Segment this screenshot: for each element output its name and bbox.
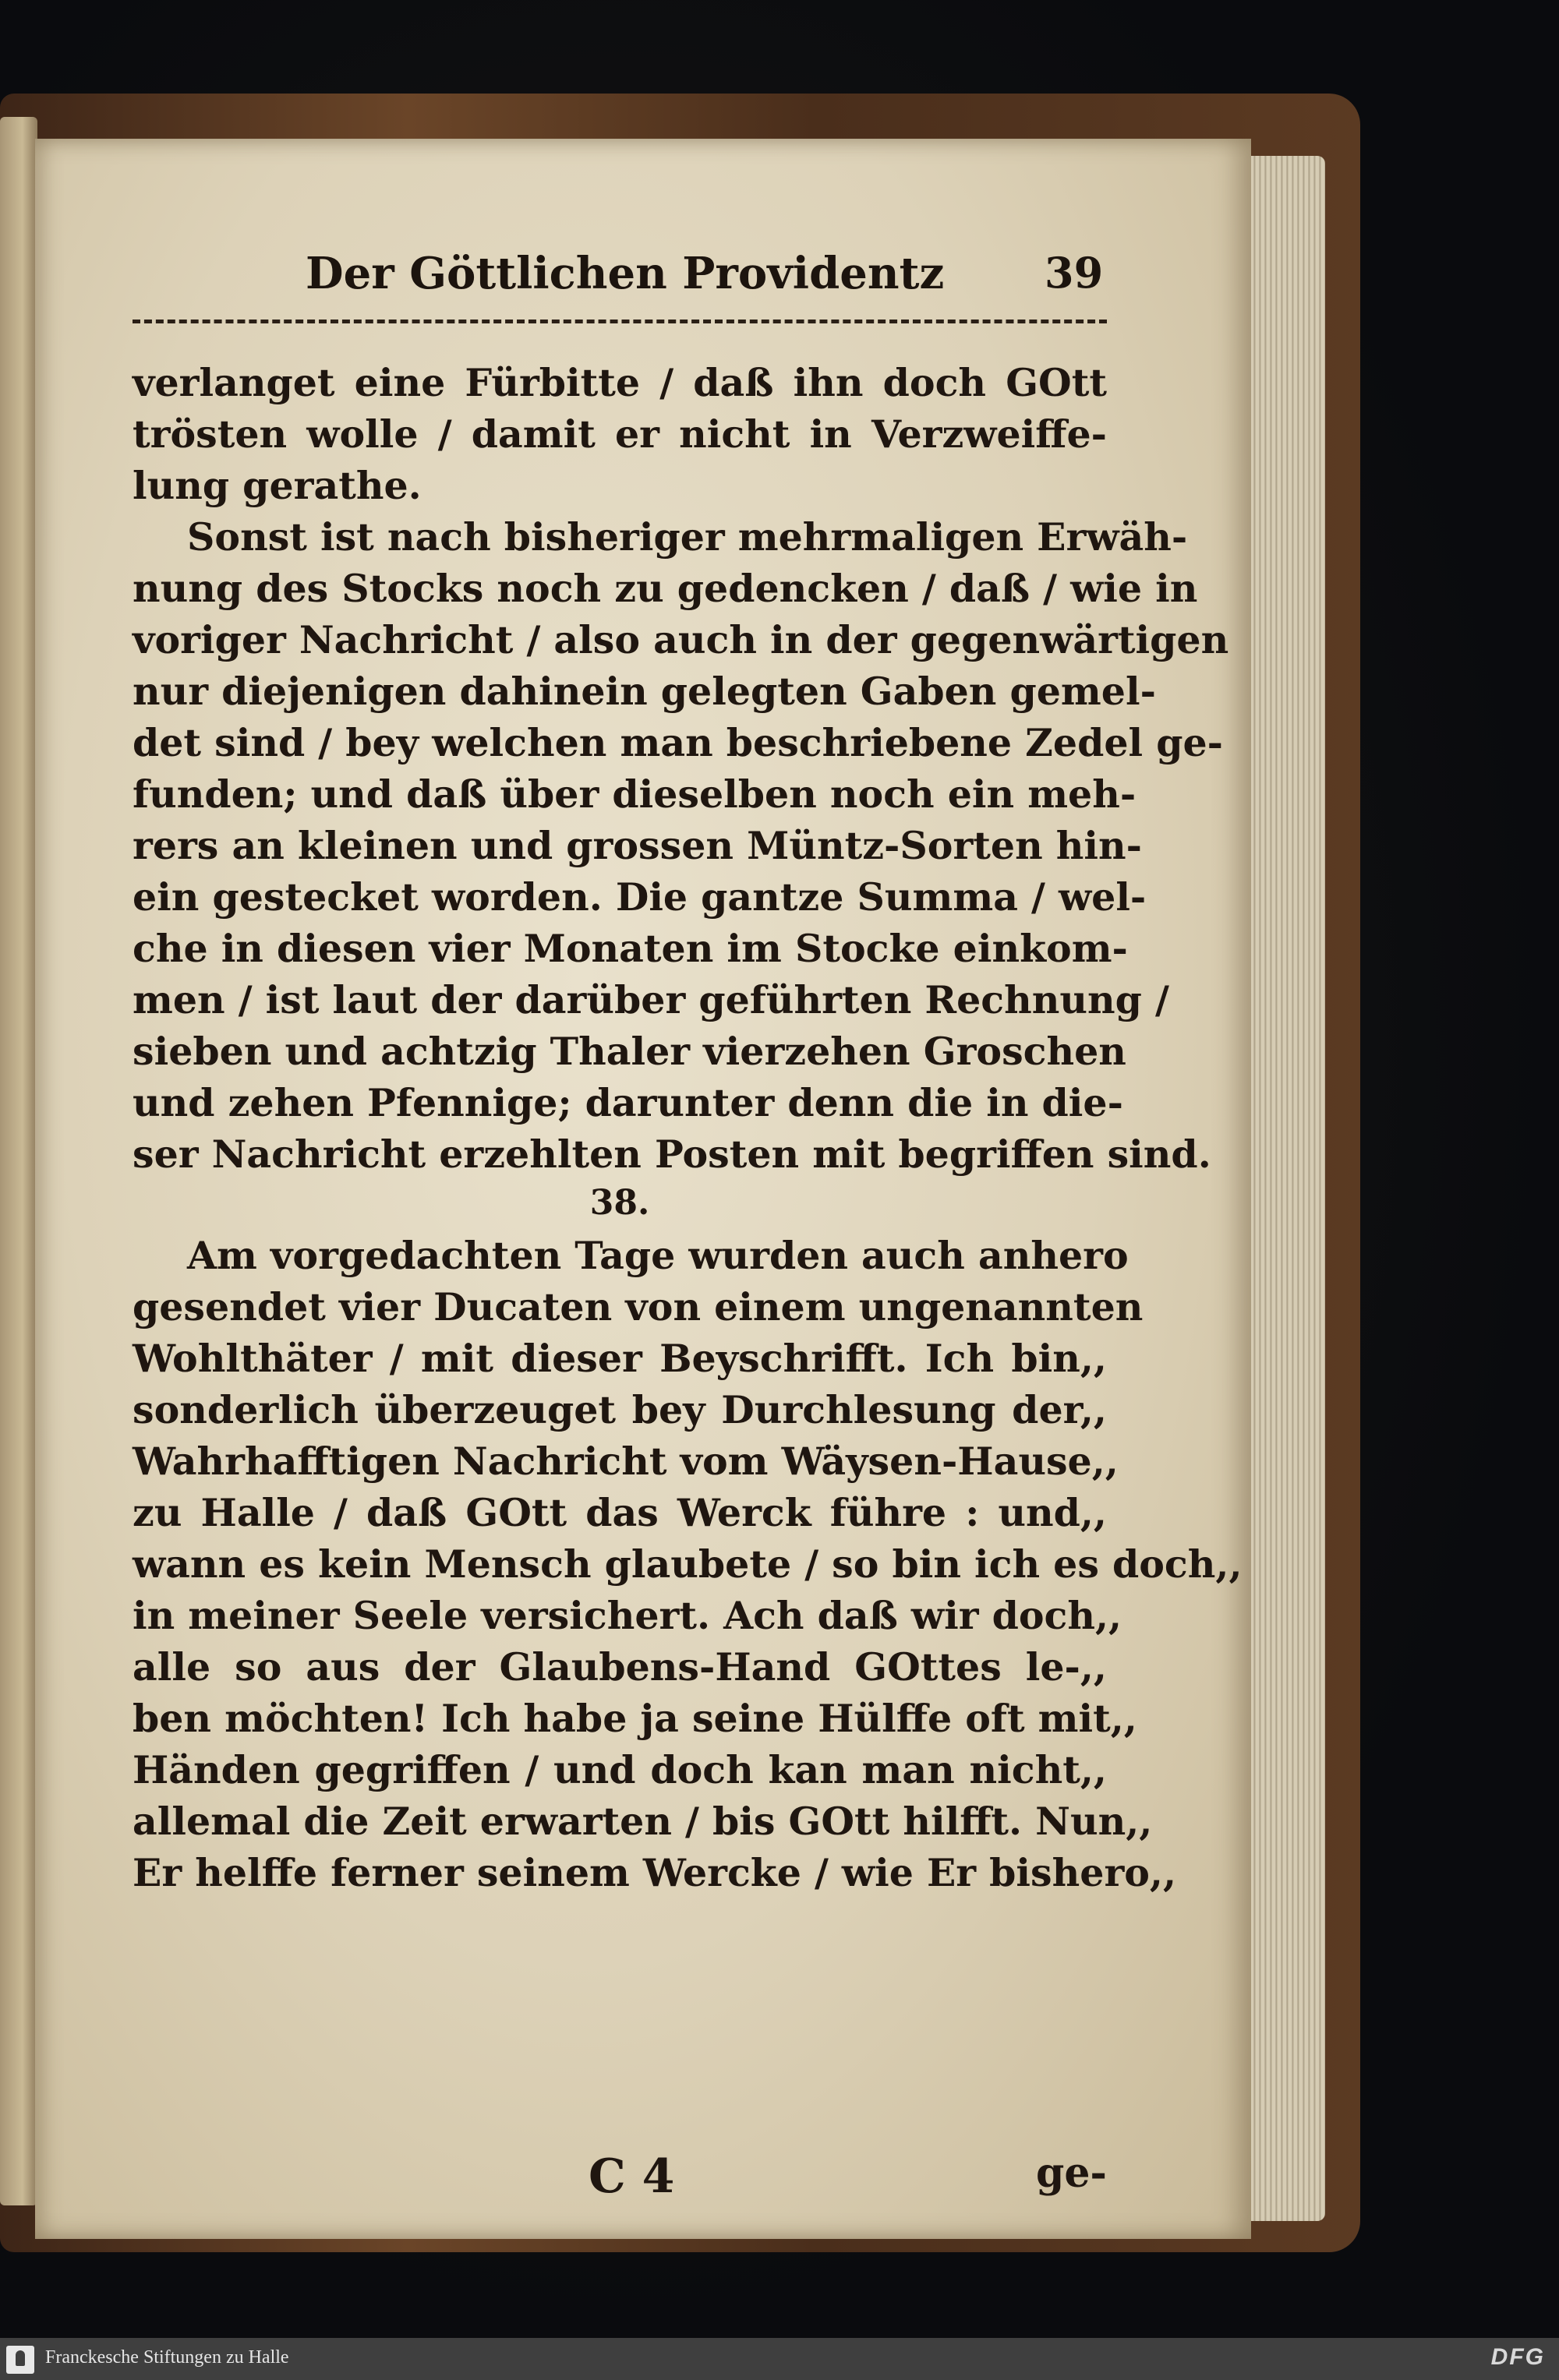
text-line: sieben und achtzig Thaler vierzehen Groschen <box>133 1029 1126 1074</box>
header-rule <box>133 320 1107 323</box>
text-line: Wohlthäter / mit dieser Beyschrifft. Ich bin,, <box>133 1336 1107 1381</box>
text-line: alle so aus der Glaubens-Hand GOttes le-,, <box>133 1644 1107 1690</box>
running-title: Der Göttlichen Providentz <box>306 248 945 299</box>
signature-mark: C 4 <box>589 2149 675 2204</box>
text-line: funden; und daß über dieselben noch ein meh- <box>133 772 1137 817</box>
text-line: Sonst ist nach bisheriger mehrmaligen Erwäh- <box>187 514 1188 560</box>
catchword: ge- <box>1035 2149 1107 2197</box>
text-line: allemal die Zeit erwarten / bis GOtt hilfft. Nun,, <box>133 1799 1153 1844</box>
text-line: ein gestecket worden. Die gantze Summa / wel- <box>133 874 1147 920</box>
text-line: und zehen Pfennige; darunter denn die in die- <box>133 1080 1123 1125</box>
text-line: det sind / bey welchen man beschriebene Zedel ge- <box>133 720 1223 765</box>
text-line: lung gerathe. <box>133 463 422 508</box>
text-line: trösten wolle / damit er nicht in Verzweiffe- <box>133 411 1107 457</box>
page-edges <box>1239 156 1325 2221</box>
text-line: nur diejenigen dahinein gelegten Gaben gemel- <box>133 669 1156 714</box>
text-line: men / ist laut der darüber geführten Rechnung / <box>133 977 1169 1022</box>
text-line: voriger Nachricht / also auch in der gegenwärtigen <box>133 617 1229 662</box>
text-line: ser Nachricht erzehlten Posten mit begriffen sind. <box>133 1132 1211 1177</box>
page-footer <box>133 2149 1107 2212</box>
text-line: Händen gegriffen / und doch kan man nicht,, <box>133 1747 1107 1792</box>
attribution-bar <box>0 2338 1559 2380</box>
book-page <box>35 139 1251 2239</box>
text-line: wann es kein Mensch glaubete / so bin ich es doch,, <box>133 1541 1243 1587</box>
text-line: nung des Stocks noch zu gedencken / daß / wie in <box>133 566 1198 611</box>
page-number: 39 <box>1045 248 1104 298</box>
section-number: 38. <box>589 1183 650 1223</box>
text-line: in meiner Seele versichert. Ach daß wir doch,, <box>133 1593 1122 1638</box>
text-line: gesendet vier Ducaten von einem ungenannten <box>133 1284 1144 1329</box>
institution-name: Franckesche Stiftungen zu Halle <box>45 2347 289 2368</box>
text-line: Er helffe ferner seinem Wercke / wie Er bishero,, <box>133 1850 1177 1895</box>
left-page-edge <box>0 117 37 2205</box>
text-line: Wahrhafftigen Nachricht vom Wäysen-Hause,, <box>133 1439 1119 1484</box>
text-line: Am vorgedachten Tage wurden auch anhero <box>187 1233 1129 1278</box>
institution-logo-icon <box>6 2346 34 2374</box>
text-line: zu Halle / daß GOtt das Werck führe : und,, <box>133 1490 1107 1535</box>
text-line: verlanget eine Fürbitte / daß ihn doch GOtt <box>133 360 1107 405</box>
dfg-logo: DFG <box>1490 2344 1545 2370</box>
text-line: che in diesen vier Monaten im Stocke einkom- <box>133 926 1128 971</box>
text-line: rers an kleinen und grossen Müntz-Sorten hin- <box>133 823 1142 868</box>
text-line: sonderlich überzeuget bey Durchlesung der,, <box>133 1387 1107 1432</box>
page-header <box>133 248 1107 318</box>
text-line: ben möchten! Ich habe ja seine Hülffe oft mit,, <box>133 1696 1137 1741</box>
